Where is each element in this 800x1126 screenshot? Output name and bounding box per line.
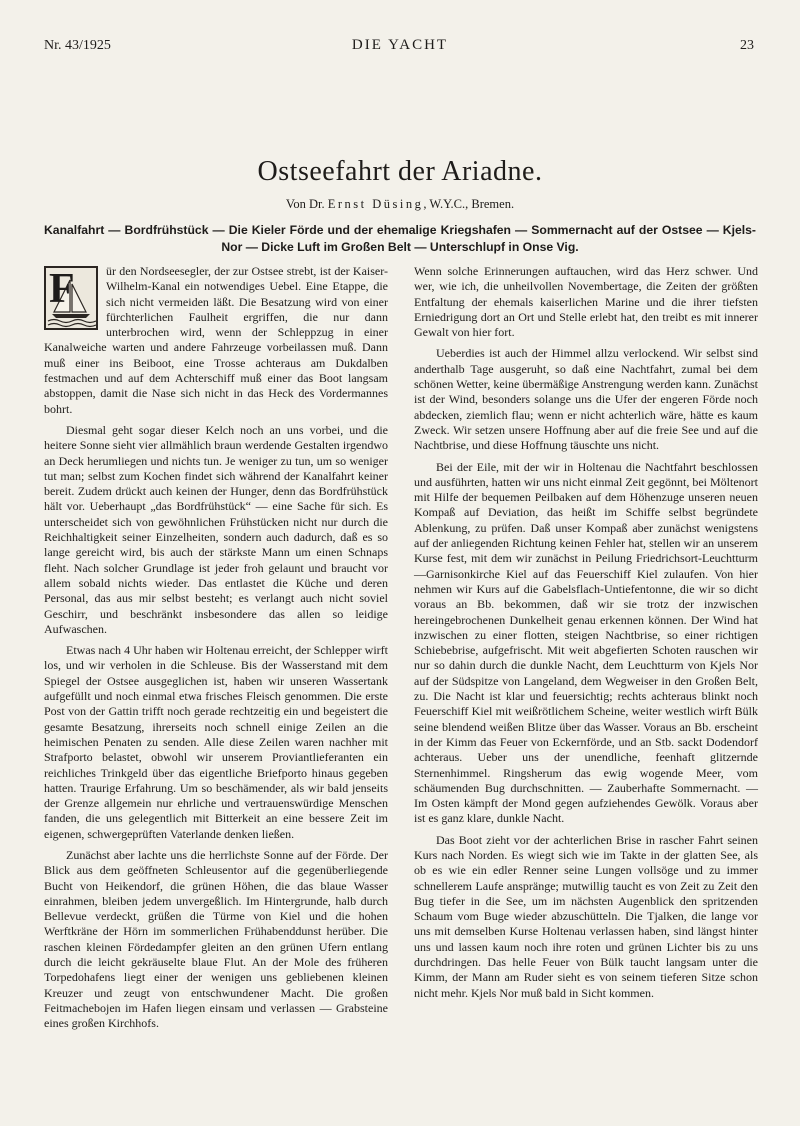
article-summary: Kanalfahrt — Bordfrühstück — Die Kieler Förde und der ehemalige Kriegshafen — Sommernacht auf der Ostsee — Kjels-Nor — Dicke Luft im Großen Belt — Unterschlupf in Onse Vig. [44, 223, 756, 254]
issue-number: Nr. 43/1925 [44, 38, 111, 53]
paragraph: Wenn solche Erinnerungen auftauchen, wird das Herz schwer. Und wer, wie ich, die unheilvollen Novembertage, die Zeiten der größten Entfaltung der ehemals kaiserlichen Marine und die ihrer tiefsten Erniedrigung dort an Ort und Stelle erlebt hat, den treibt es mit innerer Gewalt von hier fort. [414, 264, 758, 340]
paragraph: Etwas nach 4 Uhr haben wir Holtenau erreicht, der Schlepper wirft los, und wir verholen in die Schleuse. Bis der Wasserstand mit dem Spiegel der Ostsee ausgeglichen ist, haben wir unseren Wassertank aufgefüllt und noch einmal etwa frisches Fleisch genommen. Die erste Post von der Gattin trifft noch gerade rechtzeitig ein und begeistert die gesamte Besatzung, ihrerseits noch schnell einige Zeilen an die heimischen Penaten zu senden. Alle diese Zeilen waren nachher mit Strafporto belastet, obwohl wir unserem Proviantlieferanten ein reichliches Trinkgeld über das eigentliche Briefporto hinaus gegeben hatten. Traurige Erfahrung. Um so beschämender, als wir bald jenseits der Grenze allgemein nur ehrliche und vertrauenswürdige Menschen fanden, die uns gelegentlich mit Bitterkeit an eine bessere Zeit im eigenen, schwergeprüften Vaterlande denken ließen. [44, 643, 388, 841]
byline-prefix: Von Dr. [285, 197, 325, 211]
page-number: 23 [740, 38, 754, 53]
paragraph: Bei der Eile, mit der wir in Holtenau die Nachtfahrt beschlossen und ausführten, hatten wir uns nicht einmal Zeit gegönnt, bei Möltenort mit Hilfe der bequemen Peilbaken auf dem Höhenzuge unseren neuen Kompaß auf Deviation, das heißt im Schiffe selbst begründete Ablenkung, zu prüfen. Daß unser Kompaß aber zunächst wenigstens auf der anliegenden Richtung keinen Fehler hat, stellen wir an unserem Kurse fest, mit dem wir zunächst in Peilung Friedrichsort-Leuchtturm—Garnisonkirche Kiel auf das Feuerschiff Kiel zulaufen. Von hier nehmen wir Kurs auf die Gabelsflach-Untiefentonne, die wir so dicht voraus an Bb. bekommen, daß wir sie trotz der inzwischen hereingebrochenen Dunkelheit genau erkennen können. Der Wind hat inzwischen zu einer flotten, steigen Nachtbrise, so einer richtigen Schiebebrise, aufgefrischt. Mit weit abgefierten Schoten rauschen wir nur so dahin durch die dunkle Nacht, dem Leuchtturm von Kjels Nor auf der Südspitze von Langeland, dem Wegweiser in den Großen Belt, zu. Die Nacht ist klar und feuersichtig; rechts achteraus blinkt noch Feuerschiff Kiel mit weißrötlichem Scheine, weiter westlich wirft Bülk seine blendend weißen Blitze über das Wasser. Voraus an Bb. erscheint in der Kimm das Feuer von Eckernförde, und an Stb. sackt Dodendorf achteraus. Ueber uns der unendliche, feenhaft glitzernde Sternenhimmel. Ringsherum das ewig wogende Meer, vom schäumenden Bug durchschnitten. — Zauberhafte Sommernacht. — Im Osten kämpft der Mond gegen aufziehendes Gewölk. Voraus aber ist es ganz klare, dunkle Nacht. [414, 459, 758, 826]
byline-suffix: , W.Y.C., Bremen. [423, 197, 515, 211]
illustrated-initial [44, 266, 98, 330]
paragraph: Zunächst aber lachte uns die herrlichste Sonne auf der Förde. Der Blick aus dem geöffneten Schleusentor auf die gegenüberliegende Bucht von Heikendorf, die grünen Höhen, die das blaue Wasser einrahmen, bleiben jedem unvergeßlich. Im Hintergrunde, halb durch Bellevue verdeckt, grüßen die Türme von Kiel und die hohen Werftkräne der Hörn im sommerlichen Frühabenddunst herüber. Die raschen kleinen Fördedampfer gleiten an den grünen Ufern entlang durch die leicht gekräuselte blaue Flut. An der Mole des früheren Torpedohafens liegt einer der wenigen uns gebliebenen kleinen Kreuzer und zeugt von entschwundener Macht. Die großen Feitmachebojen im Hafen liegen einsam und verlassen — Grabsteine eines großen Kirchhofs. [44, 847, 388, 1031]
byline [0, 197, 800, 212]
dropcap-letter: F [49, 266, 75, 312]
article-title: Ostseefahrt der Ariadne. [257, 156, 543, 187]
paragraph: Diesmal geht sogar dieser Kelch noch an uns vorbei, und die heitere Sonne sieht vier allmählich braun werdende Gestalten irgendwo an Deck herumliegen und nichts tun. Je weniger zu tun, um so weniger tut man; selbst zum Kochen findet sich während der Kanalfahrt keiner bereit. Zudem drückt auch keinen der Hunger, denn das Bordfrühstück hält vor. Ueberhaupt „das Bordfrühstück“ — eine Sache für sich. Es unterscheidet sich von gewöhnlichen Frühstücken nicht nur durch die Reichhaltigkeit seiner Einzelheiten, sondern auch dadurch, daß es so lange gereicht wird, bis auch der stärkste Mann um einen Schnaps fleht. Nach solcher Grundlage ist jeder froh gelaunt und braucht vor allem sobald nichts wieder. Das entlastet die Küche und deren Personal, das aus mir selbst besteht; es verlangt auch nicht soviel Geschirr, und beschränkt insbesondere das allen so leidige Aufwaschen. [44, 422, 388, 636]
right-column [414, 264, 758, 1007]
left-column [44, 264, 388, 1038]
paragraph: Das Boot zieht vor der achterlichen Brise in rascher Fahrt seinen Kurs nach Norden. Es wiegt sich wie im Takte in der glatten See, als ob es wie ein edler Renner seine Lungen vollsöge und zu immer schnellerem Laufe anspränge; mutwillig taucht es von Zeit zu Zeit den Bug tiefer in die See, um im nächsten Augenblick den spritzenden Schaum vom Buge wieder abzuschütteln. Die Tjalken, die lange vor uns mit demselben Kurse Holtenau verlassen haben, sind längst hinter uns und lassen kaum noch ihre roten und grünen Lichter bis zu uns durchdringen. Das helle Feuer von Bülk taucht langsam unter die Kimm, der Mann am Ruder sieht es von seinem tieferen Sitze schon nicht mehr. Kjels Nor muß bald in Sicht kommen. [414, 832, 758, 1000]
paragraph: ür den Nordseesegler, der zur Ostsee strebt, ist der Kaiser-Wilhelm-Kanal ein notwendiges Uebel. Eine Etappe, die sich nicht vermeiden läßt. Die Besatzung wird von einer fürchterlichen Faulheit ergriffen, die nur dann unterbrochen wird, wenn der Schleppzug in einer Kanalweiche warten und andere Fahrzeuge vorbeilassen muß. Dann muß einer ins Beiboot, eine Trosse achteraus am Dukdalben festmachen und auf dem Achterschiff muß einer das Boot langsam abstoppen, damit die Nase sich nicht in das Heck des Vordermannes bohrt. [44, 264, 388, 416]
journal-title: DIE YACHT [351, 37, 449, 53]
paragraph: Ueberdies ist auch der Himmel allzu verlockend. Wir selbst sind anderthalb Tage ausgeruht, so daß eine Nachtfahrt, zumal bei dem schönen Wetter, keine übermäßige Anstrengung werden kann. Zunächst ist der Wind, besonders solange uns die Ufer der engeren Förde noch abdecken, ziemlich flau; wenn er nicht achterlich wäre, hätte es kaum Zweck. Wir setzen unsere Hoffnung aber auf die freie See und auf die Nachtbrise, und diese Hoffnung täuschte uns nicht. [414, 346, 758, 453]
author-name: Ernst Düsing [327, 197, 424, 211]
